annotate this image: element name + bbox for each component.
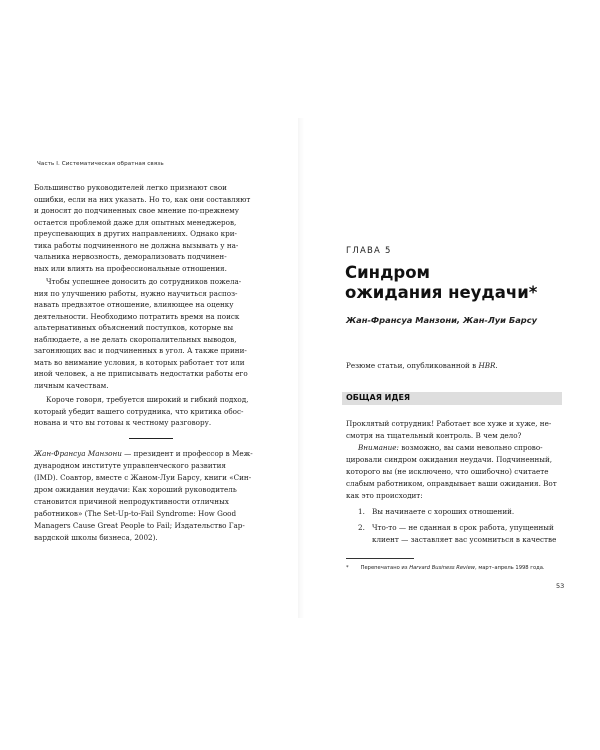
chapter-title: Синдром ожидания неудачи* — [345, 263, 538, 302]
paragraph-3: Короче говоря, требуется широкий и гибкий подход, который убедит вашего сотрудника, что критика обос- нована и что вы готовы к честному разговору. — [34, 395, 249, 427]
section-heading: ОБЩАЯ ИДЕЯ — [346, 393, 411, 402]
footnote-rule — [346, 558, 414, 559]
bio-author-name: Жан-Франсуа Манзони — [34, 449, 122, 458]
article-summary-note: Резюме статьи, опубликованной в HBR. — [346, 361, 498, 370]
chapter-authors: Жан-Франсуа Манзони, Жан-Луи Барсу — [346, 315, 538, 325]
idea-paragraph-2: Внимание: возможно, вы сами невольно спрово- цировали синдром ожидания неудачи. Подчиненный, которого вы (не исключено, что ошибочно) считаете слабым работником, оправдывает ваши ожидания. Вот как это происходит: — [346, 443, 557, 500]
paragraph-2: Чтобы успешнее доносить до сотрудников пожела- ния по улучшению работы, нужно научиться распоз- навать предвзятое отношение, влияющее на оценку деятельности. Необходимо потратить время на поиск альтернативных объяснений поступков, которые вы наблюдаете, а не делать скоропалительных выводов, загоняющих вас и подчиненных в угол. А также прини- мать во внимание условия, в которых работает тот или иной человек, а не приписывать недостатки работы его личным качествам. — [34, 277, 248, 390]
chapter-label: ГЛАВА 5 — [346, 246, 392, 256]
section-divider — [129, 438, 173, 439]
book-gutter — [298, 118, 304, 618]
page-number: 53 — [556, 582, 565, 590]
paragraph-1: Большинство руководителей легко признают свои ошибки, если на них указать. Но то, как они составляют и доносят до подчиненных свое мнение по-прежнему остается проблемой даже для опытных менеджеров, преуспевающих в других направлениях. Однако кри- тика работы подчиненного не должна вызывать у на- чальника нервозность, деморализовать подчинен- ных или влиять на профессиональные отношения. — [34, 183, 251, 273]
author-bio: Жан-Франсуа Манзони — президент и профессор в Меж- дународном институте управленческого развития (IMD). Соавтор, вместе с Жаном-Луи Барсу, книги «Син- дром ожидания неудачи: Как хороший руководитель становится причиной непродуктивности отличных работников» (The Set-Up-to-Fail Syndrome: How Good Managers Cause Great People to Fail; Издательство Гар- вардской школы бизнеса, 2002). — [34, 449, 253, 542]
running-head: Часть I. Систематическая обратная связь — [37, 161, 164, 167]
idea-paragraph-1: Проклятый сотрудник! Работает все хуже и хуже, не- смотря на тщательный контроль. В чем дело? — [346, 419, 552, 440]
footnote: * Перепечатано из Harvard Business Review, март–апрель 1998 года. — [346, 565, 545, 571]
